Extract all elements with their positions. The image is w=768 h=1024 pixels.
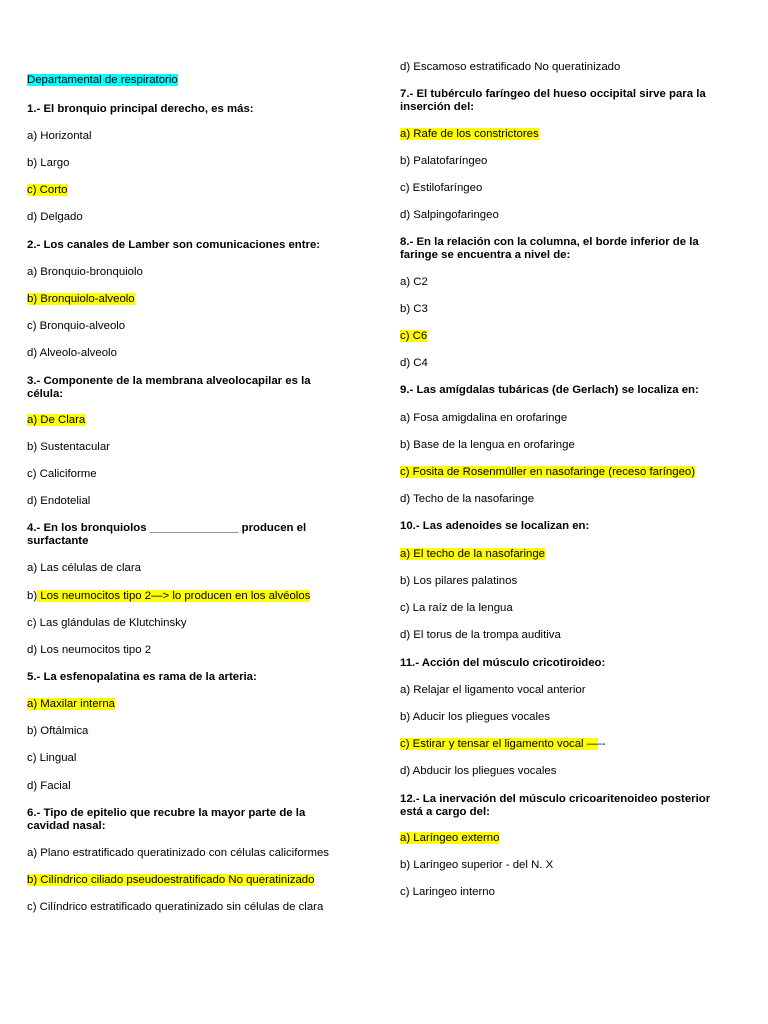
answer-option xyxy=(27,847,367,860)
option-text: a) Fosa amigdalina en orofaringe xyxy=(400,412,568,424)
question-stem xyxy=(400,657,720,670)
option-text: c) Estilofaríngeo xyxy=(400,182,483,194)
answer-option xyxy=(27,293,367,306)
answer-option xyxy=(27,211,367,224)
highlighted-answer-text: c) C6 xyxy=(400,330,428,342)
highlighted-answer-text: c) Estirar y tensar el ligamento vocal — xyxy=(400,738,599,750)
question-stem xyxy=(400,88,720,114)
option-text: a) Horizontal xyxy=(27,130,92,142)
option-text: d) Abducir los pliegues vocales xyxy=(400,765,557,777)
question-text: 10.- Las adenoides se localizan en: xyxy=(400,520,590,532)
answer-option xyxy=(400,765,745,778)
answer-option xyxy=(27,874,367,887)
highlighted-answer-text: a) De Clara xyxy=(27,414,86,426)
option-text: c) Lingual xyxy=(27,752,77,764)
option-text: b) Laríngeo superior - del N. X xyxy=(400,859,554,871)
answer-option xyxy=(400,738,745,751)
question-stem xyxy=(27,239,327,252)
question-stem xyxy=(400,384,720,397)
answer-option xyxy=(27,590,367,603)
answer-option xyxy=(400,832,745,845)
highlighted-answer-text: c) Fosita de Rosenmüller en nasofaringe (receso faríngeo) xyxy=(400,466,696,478)
question-stem xyxy=(400,793,720,819)
answer-option xyxy=(400,303,745,316)
option-text: b) Aducir los pliegues vocales xyxy=(400,711,551,723)
option-text: a) Las células de clara xyxy=(27,562,141,574)
answer-option xyxy=(400,886,745,899)
option-text: a) Bronquio-bronquiolo xyxy=(27,266,143,278)
answer-option xyxy=(400,357,745,370)
answer-option xyxy=(400,155,745,168)
highlighted-answer-text: b) Cilíndrico ciliado pseudoestratificado No queratinizado xyxy=(27,874,315,886)
question-stem xyxy=(400,520,720,533)
option-text: c) Laringeo interno xyxy=(400,886,495,898)
question-text: 7.- El tubérculo faríngeo del hueso occipital sirve para la inserción del: xyxy=(400,88,706,113)
question-text: 6.- Tipo de epitelio que recubre la mayor parte de la cavidad nasal: xyxy=(27,807,306,832)
highlighted-answer-text: a) El techo de la nasofaringe xyxy=(400,548,546,560)
answer-option xyxy=(27,752,367,765)
option-text: d) Delgado xyxy=(27,211,83,223)
answer-option xyxy=(400,602,745,615)
answer-option xyxy=(400,711,745,724)
highlighted-answer-text: a) Maxilar interna xyxy=(27,698,115,710)
option-text: d) Alveolo-alveolo xyxy=(27,347,117,359)
answer-option xyxy=(27,157,367,170)
option-text: d) Facial xyxy=(27,780,71,792)
answer-option xyxy=(27,617,367,630)
option-text: d) Salpingofaringeo xyxy=(400,209,499,221)
highlighted-answer-text: a) Rafe de los constrictores xyxy=(400,128,539,140)
question-text: 8.- En la relación con la columna, el borde inferior de la faringe se encuentra a nivel de: xyxy=(400,236,699,261)
option-text: b) Oftálmica xyxy=(27,725,89,737)
answer-option xyxy=(27,266,367,279)
option-suffix: -- xyxy=(598,738,606,750)
question-text: 2.- Los canales de Lamber son comunicaciones entre: xyxy=(27,239,321,251)
answer-option xyxy=(27,184,367,197)
highlighted-answer-text: Los neumocitos tipo 2—> lo producen en los alvéolos xyxy=(37,590,311,602)
option-text: d) Endotelial xyxy=(27,495,91,507)
answer-option xyxy=(27,130,367,143)
document-title xyxy=(27,74,367,87)
option-text: d) Escamoso estratificado No queratinizado xyxy=(400,61,621,73)
question-text: 1.- El bronquio principal derecho, es más: xyxy=(27,103,254,115)
answer-option xyxy=(400,61,745,74)
answer-option xyxy=(400,276,745,289)
answer-option xyxy=(27,320,367,333)
answer-option xyxy=(400,493,745,506)
highlighted-answer-text: a) Laríngeo externo xyxy=(400,832,500,844)
answer-option xyxy=(27,901,367,914)
option-text: c) Las glándulas de Klutchinsky xyxy=(27,617,187,629)
question-stem xyxy=(27,522,327,548)
option-text: c) Caliciforme xyxy=(27,468,97,480)
answer-option xyxy=(400,548,745,561)
option-text: b) Palatofaríngeo xyxy=(400,155,488,167)
question-stem xyxy=(27,671,327,684)
option-text: a) C2 xyxy=(400,276,428,288)
answer-option xyxy=(27,698,367,711)
option-letter: b) xyxy=(27,590,38,602)
answer-option xyxy=(27,468,367,481)
question-text: 9.- Las amígdalas tubáricas (de Gerlach) se localiza en: xyxy=(400,384,699,396)
question-text: 11.- Acción del músculo cricotiroideo: xyxy=(400,657,606,669)
option-text: d) El torus de la trompa auditiva xyxy=(400,629,561,641)
option-text: b) Sustentacular xyxy=(27,441,110,453)
answer-option xyxy=(27,562,367,575)
option-text: d) Los neumocitos tipo 2 xyxy=(27,644,152,656)
option-text: c) Cilíndrico estratificado queratinizado sin células de clara xyxy=(27,901,324,913)
answer-option xyxy=(27,780,367,793)
answer-option xyxy=(400,575,745,588)
answer-option xyxy=(400,629,745,642)
question-stem xyxy=(27,375,327,401)
answer-option xyxy=(400,128,745,141)
answer-option xyxy=(27,347,367,360)
answer-option xyxy=(400,684,745,697)
option-text: b) Los pilares palatinos xyxy=(400,575,518,587)
question-text: 3.- Componente de la membrana alveolocapilar es la célula: xyxy=(27,375,311,400)
option-text: d) Techo de la nasofaringe xyxy=(400,493,535,505)
question-text: 4.- En los bronquiolos ______________ producen el surfactante xyxy=(27,522,307,547)
answer-option xyxy=(27,441,367,454)
answer-option xyxy=(400,859,745,872)
option-text: b) Base de la lengua en orofaringe xyxy=(400,439,575,451)
highlighted-answer-text: b) Bronquiolo-alveolo xyxy=(27,293,135,305)
option-text: a) Plano estratificado queratinizado con células caliciformes xyxy=(27,847,330,859)
answer-option xyxy=(27,644,367,657)
answer-option xyxy=(400,439,745,452)
answer-option xyxy=(400,330,745,343)
answer-option xyxy=(400,182,745,195)
answer-option xyxy=(400,466,745,479)
answer-option xyxy=(27,725,367,738)
question-text: 5.- La esfenopalatina es rama de la arteria: xyxy=(27,671,257,683)
option-text: c) La raíz de la lengua xyxy=(400,602,513,614)
option-text: c) Bronquio-alveolo xyxy=(27,320,126,332)
answer-option xyxy=(27,414,367,427)
answer-option xyxy=(27,495,367,508)
option-text: a) Relajar el ligamento vocal anterior xyxy=(400,684,586,696)
question-stem xyxy=(400,236,720,262)
question-stem xyxy=(27,103,327,116)
option-text: b) Largo xyxy=(27,157,70,169)
answer-option xyxy=(400,209,745,222)
highlighted-answer-text: c) Corto xyxy=(27,184,68,196)
option-text: b) C3 xyxy=(400,303,428,315)
answer-option xyxy=(400,412,745,425)
question-text: 12.- La inervación del músculo cricoaritenoideo posterior está a cargo del: xyxy=(400,793,711,818)
document-title-text: Departamental de respiratorio xyxy=(27,74,178,86)
option-text: d) C4 xyxy=(400,357,428,369)
question-stem xyxy=(27,807,327,833)
